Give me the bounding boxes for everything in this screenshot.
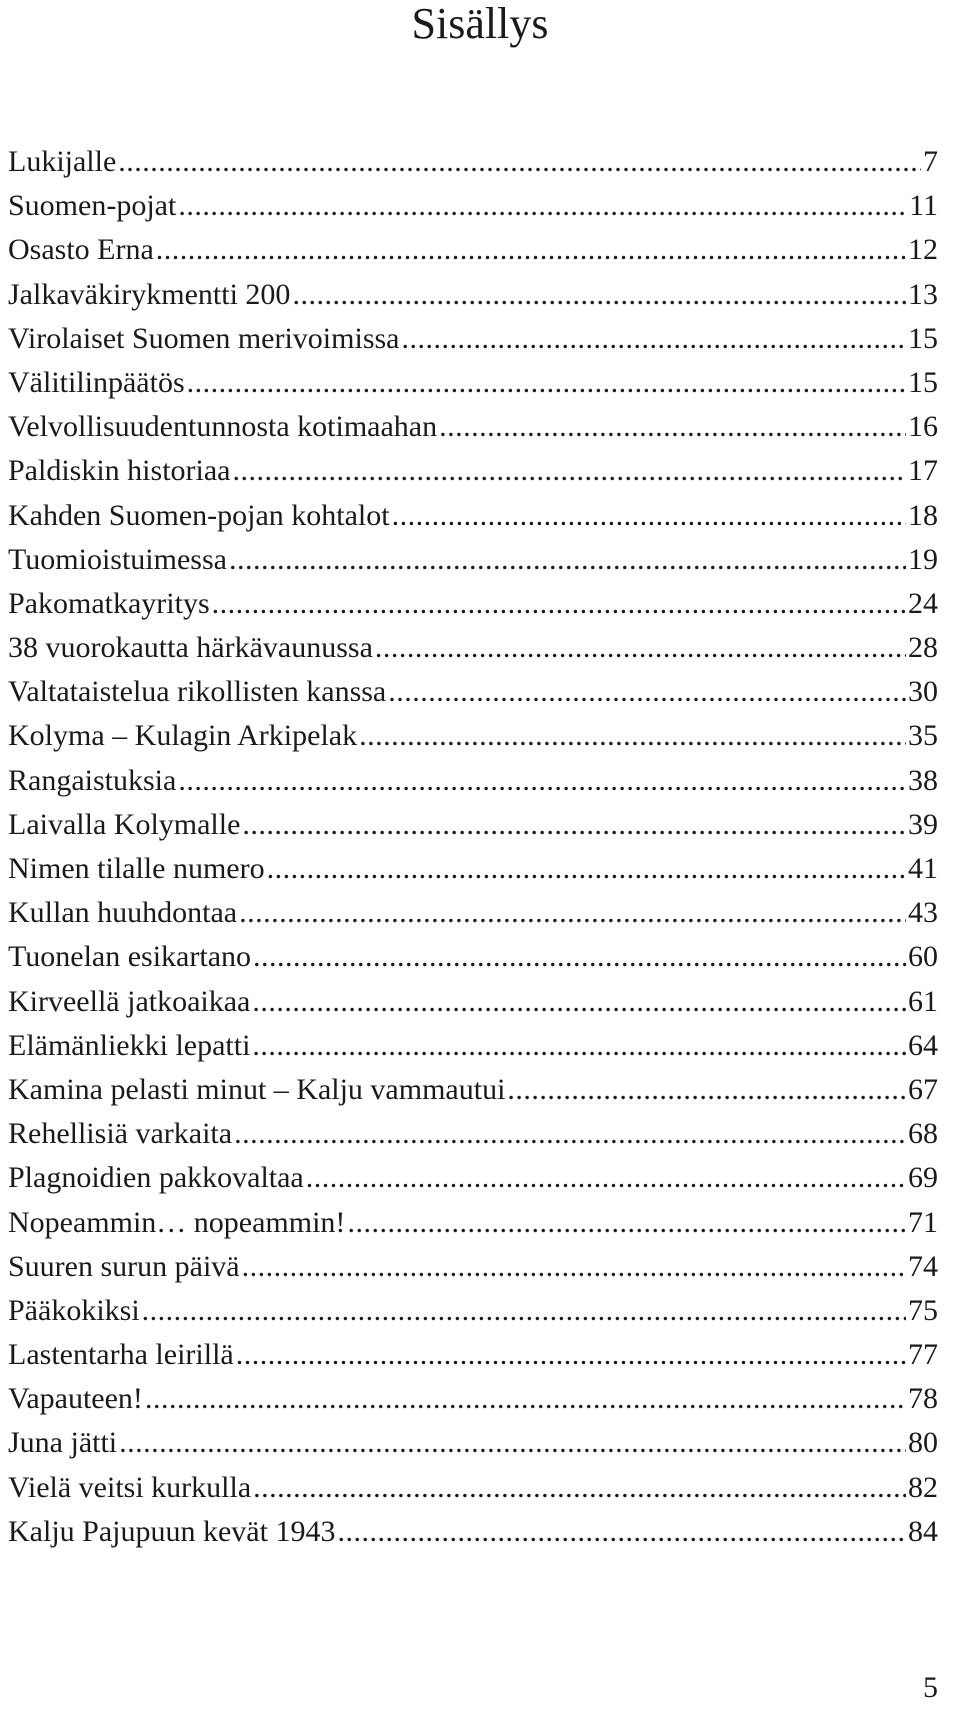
toc-entry: [8, 1333, 938, 1377]
toc-entry-page: 12: [908, 233, 938, 267]
toc-entry-page: 68: [908, 1117, 938, 1151]
toc-entry-page: 43: [908, 896, 938, 930]
toc-entry-title: Kirveellä jatkoaikaa: [8, 984, 251, 1018]
toc-entry-page: 78: [908, 1382, 938, 1416]
dot-leader: [187, 361, 906, 405]
dot-leader: [337, 1510, 906, 1554]
toc-entry: [8, 1289, 938, 1333]
toc-entry: [8, 980, 938, 1024]
toc-entry-page: 15: [908, 365, 938, 399]
toc-entry: [8, 1421, 938, 1465]
toc-entry: [8, 847, 938, 891]
toc-entry-page: 39: [908, 807, 938, 841]
toc-entry: [8, 1377, 938, 1421]
toc-entry-page: 30: [908, 675, 938, 709]
toc-entry-page: 77: [908, 1338, 938, 1372]
toc-entry-title: Virolaiset Suomen merivoimissa: [8, 321, 400, 355]
toc-entry-title: Osasto Erna: [8, 233, 154, 267]
toc-entry: [8, 1466, 938, 1510]
toc-entry-title: Elämänliekki lepatti: [8, 1028, 251, 1062]
toc-entry-title: Pakomatkayritys: [8, 586, 210, 620]
toc-entry-page: 41: [908, 852, 938, 885]
toc-entry-page: 75: [908, 1293, 938, 1327]
dot-leader: [236, 1333, 906, 1377]
toc-entry: [8, 626, 938, 670]
dot-leader: [252, 980, 906, 1024]
dot-leader: [229, 538, 906, 582]
toc-entry: [8, 1068, 938, 1112]
toc-entry: [8, 1024, 938, 1068]
toc-entry-title: Vapauteen!: [8, 1382, 143, 1416]
dot-leader: [242, 1245, 906, 1289]
toc-entry-title: Välitilinpäätös: [8, 365, 185, 399]
toc-entry: [8, 184, 938, 228]
toc-entry-page: 24: [908, 586, 938, 620]
dot-leader: [292, 273, 906, 317]
toc-entry-title: Lukijalle: [8, 145, 117, 178]
toc-entry: [8, 494, 938, 538]
dot-leader: [253, 1466, 906, 1510]
toc-entry-title: Kalju Pajupuun kevät 1943: [8, 1514, 336, 1548]
toc-entry: [8, 449, 938, 493]
toc-entry: [8, 935, 938, 979]
toc-entry-page: 19: [908, 542, 938, 576]
toc-entry-page: 18: [908, 498, 938, 532]
toc-entry-title: Kullan huuhdontaa: [8, 896, 238, 930]
toc-entry: [8, 405, 938, 449]
dot-leader: [234, 1112, 906, 1156]
toc-entry: [8, 714, 938, 758]
toc-entry: [8, 140, 938, 184]
toc-entry-title: Tuomioistuimessa: [8, 542, 227, 576]
toc-entry-title: Kolyma – Kulagin Arkipelak: [8, 719, 358, 753]
toc-entry: [8, 1245, 938, 1289]
toc-entry-title: Velvollisuudentunnosta kotimaahan: [8, 410, 438, 444]
toc-entry-page: 38: [908, 763, 938, 797]
toc-entry-title: Nimen tilalle numero: [8, 852, 265, 885]
dot-leader: [375, 626, 906, 670]
dot-leader: [242, 803, 906, 847]
toc-entry-title: Jalkaväkirykmentti 200: [8, 277, 291, 311]
dot-leader: [392, 494, 906, 538]
dot-leader: [267, 847, 906, 891]
dot-leader: [239, 891, 906, 935]
toc-entry-page: 80: [908, 1426, 938, 1460]
dot-leader: [253, 935, 906, 979]
toc-entry-page: 11: [909, 189, 938, 223]
toc-entry: [8, 228, 938, 272]
dot-leader: [252, 1024, 906, 1068]
toc-entry: [8, 670, 938, 714]
toc-entry-title: Tuonelan esikartano: [8, 940, 252, 974]
toc-entry-page: 82: [908, 1470, 938, 1504]
toc-entry-page: 74: [908, 1249, 938, 1283]
toc-entry: [8, 759, 938, 803]
toc-entry: [8, 1510, 938, 1554]
toc-entry: [8, 317, 938, 361]
dot-leader: [178, 184, 907, 228]
toc-entry: [8, 1112, 938, 1156]
dot-leader: [118, 140, 921, 184]
dot-leader: [401, 317, 906, 361]
toc-entry-title: Paldiskin historiaa: [8, 454, 231, 488]
toc-entry: [8, 1201, 938, 1245]
toc-entry-title: Suuren surun päivä: [8, 1249, 240, 1283]
toc-entry-title: Suomen-pojat: [8, 189, 177, 223]
toc-entry-page: 28: [908, 631, 938, 665]
toc-entry-title: Rehellisiä varkaita: [8, 1117, 233, 1151]
toc-entry-page: 67: [908, 1072, 938, 1106]
page-number: 5: [923, 1671, 938, 1704]
toc-entry: [8, 361, 938, 405]
dot-leader: [388, 670, 906, 714]
toc-entry-page: 15: [908, 321, 938, 355]
toc-entry-page: 7: [923, 145, 938, 178]
dot-leader: [119, 1421, 906, 1465]
toc-entry-title: 38 vuorokautta härkävaunussa: [8, 631, 373, 665]
toc-entry-page: 69: [908, 1161, 938, 1195]
toc-entry-page: 16: [908, 410, 938, 444]
toc-entry-page: 84: [908, 1514, 938, 1548]
toc-entry: [8, 891, 938, 935]
toc-entry-title: Kahden Suomen-pojan kohtalot: [8, 498, 390, 532]
dot-leader: [439, 405, 906, 449]
dot-leader: [142, 1289, 906, 1333]
toc-entry: [8, 582, 938, 626]
toc-entry: [8, 273, 938, 317]
toc-entry-page: 61: [908, 984, 938, 1018]
toc-entry-page: 64: [908, 1028, 938, 1062]
toc-entry-title: Laivalla Kolymalle: [8, 807, 241, 841]
dot-leader: [232, 449, 906, 493]
toc-entry: [8, 803, 938, 847]
dot-leader: [212, 582, 906, 626]
toc-entry-page: 60: [908, 940, 938, 974]
toc-entry-title: Valtataistelua rikollisten kanssa: [8, 675, 387, 709]
dot-leader: [178, 759, 906, 803]
dot-leader: [507, 1068, 906, 1112]
page-title: Sisällys: [411, 0, 549, 48]
dot-leader: [347, 1201, 906, 1245]
dot-leader: [359, 714, 906, 758]
toc-entry-title: Plagnoidien pakkovaltaa: [8, 1161, 304, 1195]
toc-entry-page: 17: [908, 454, 938, 488]
toc-entry: [8, 538, 938, 582]
toc-entry: [8, 1156, 938, 1200]
toc-entry-title: Lastentarha leirillä: [8, 1338, 234, 1372]
dot-leader: [145, 1377, 906, 1421]
toc-entry-title: Vielä veitsi kurkulla: [8, 1470, 252, 1504]
toc-entry-title: Nopeammin… nopeammin!: [8, 1205, 346, 1239]
dot-leader: [156, 228, 906, 272]
toc-entry-page: 13: [908, 277, 938, 311]
dot-leader: [306, 1156, 906, 1200]
toc-entry-title: Pääkokiksi: [8, 1293, 140, 1327]
toc-entry-title: Kamina pelasti minut – Kalju vammautui: [8, 1072, 506, 1106]
table-of-contents: [8, 140, 938, 1554]
toc-entry-title: Juna jätti: [8, 1426, 118, 1460]
toc-entry-page: 71: [908, 1205, 938, 1239]
toc-entry-title: Rangaistuksia: [8, 763, 177, 797]
toc-entry-page: 35: [908, 719, 938, 753]
